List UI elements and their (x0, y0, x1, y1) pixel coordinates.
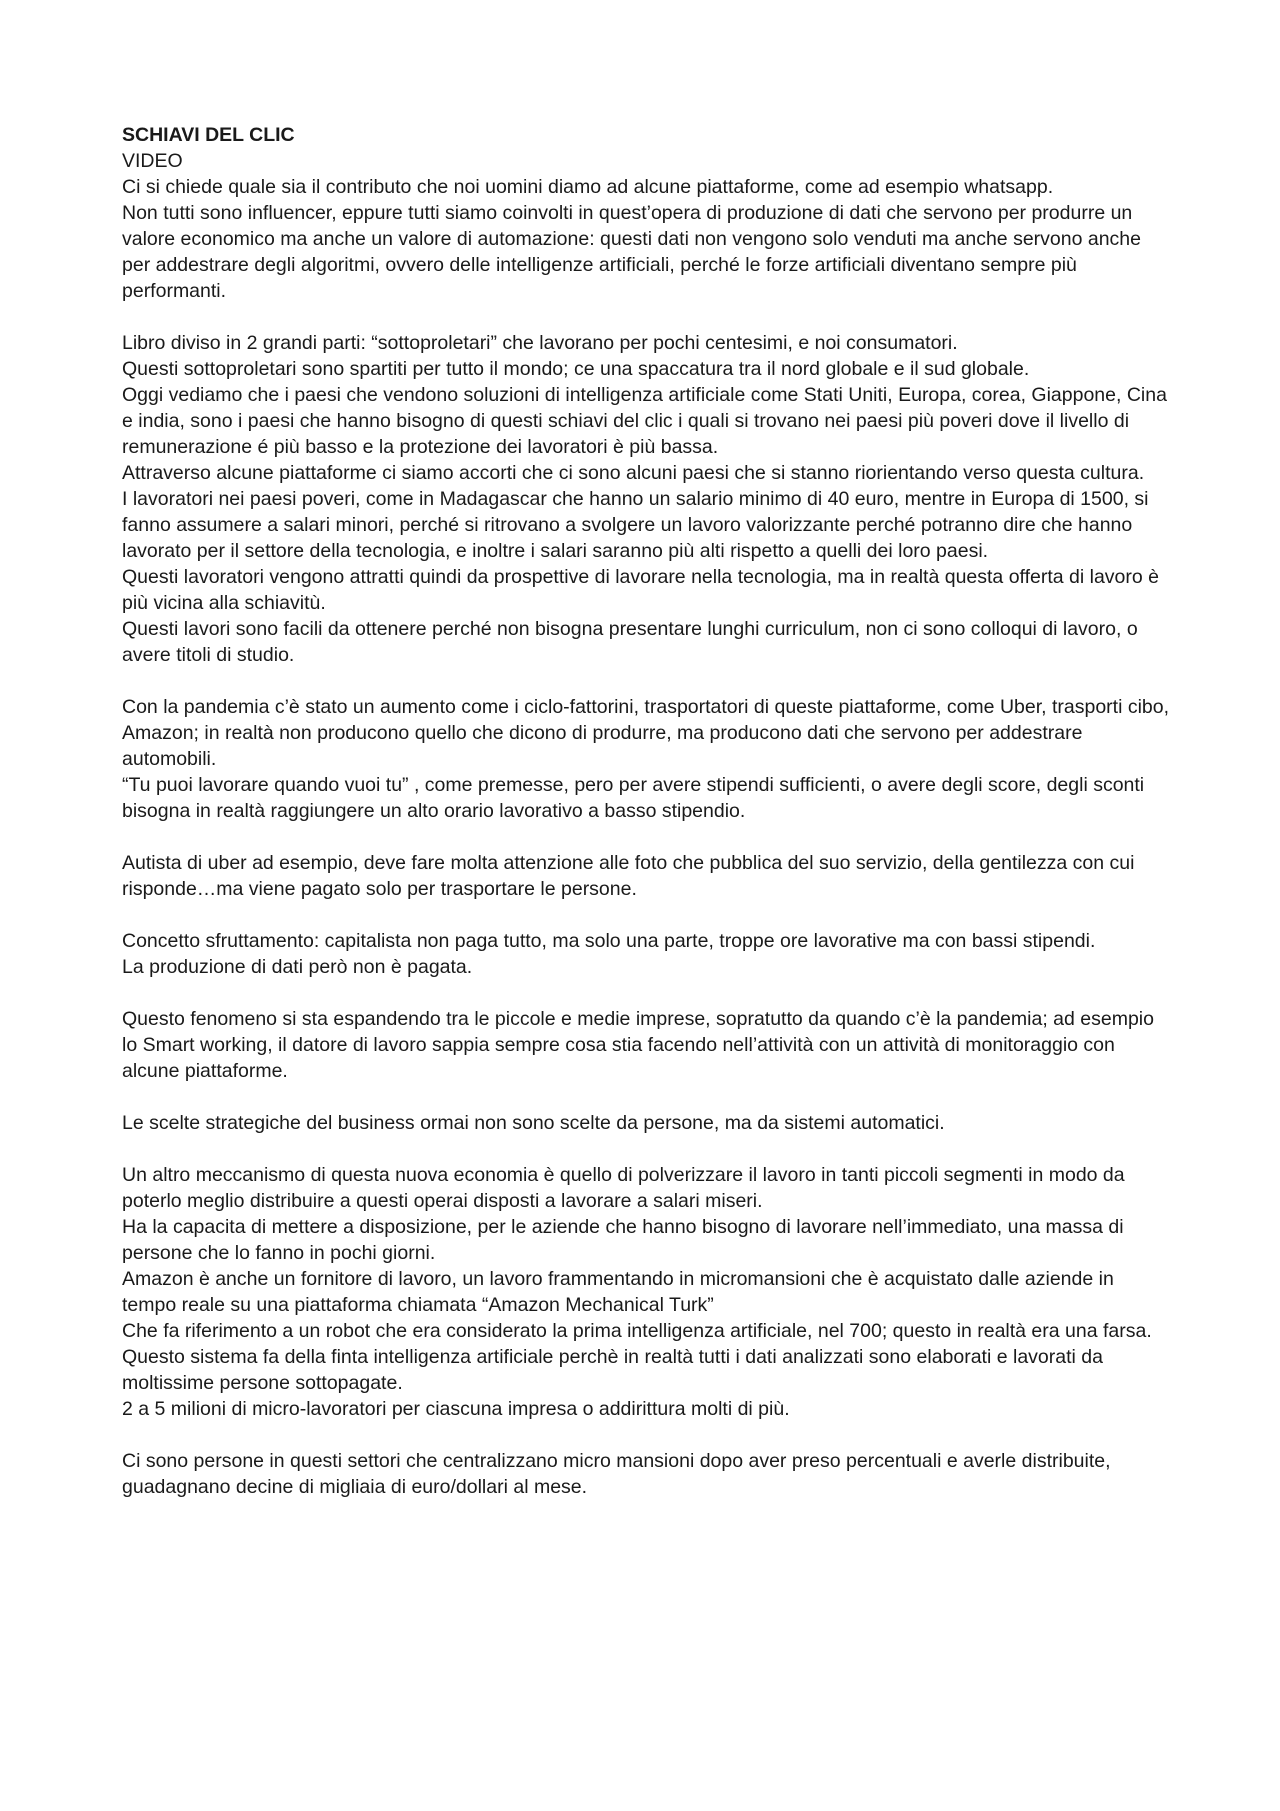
paragraph: 2 a 5 milioni di micro-lavoratori per ciascuna impresa o addirittura molti di più. (122, 1398, 790, 1420)
document-body (122, 174, 1172, 1500)
paragraph: Concetto sfruttamento: capitalista non paga tutto, ma solo una parte, troppe ore lavorative ma con bassi stipendi. (122, 930, 1096, 952)
text-block (122, 1448, 1172, 1500)
text-block (122, 1006, 1172, 1084)
paragraph: Questi lavori sono facili da ottenere perché non bisogna presentare lunghi curriculum, non ci sono colloqui di lavoro, o avere titoli di studio. (122, 618, 1138, 666)
paragraph: “Tu puoi lavorare quando vuoi tu” , come premesse, pero per avere stipendi sufficienti, o avere degli score, degli sconti bisogna in realtà raggiungere un alto orario lavorativo a basso stipendio. (122, 774, 1145, 822)
paragraph: I lavoratori nei paesi poveri, come in Madagascar che hanno un salario minimo di 40 euro, mentre in Europa di 1500, si fanno assumere a salari minori, perché si ritrovano a svolgere un lavoro valorizzante perché potranno dire che hanno lavorato per il settore della tecnologia, e inoltre i salari saranno più alti rispetto a quelli dei loro paesi. (122, 488, 1149, 562)
paragraph: Non tutti sono influencer, eppure tutti siamo coinvolti in quest’opera di produzione di dati che servono per produrre un valore economico ma anche un valore di automazione: questi dati non vengono solo venduti ma anche servono anche per addestrare degli algoritmi, ovvero delle intelligenze artificiali, perché le forze artificiali diventano sempre più performanti. (122, 202, 1141, 302)
document-title: SCHIAVI DEL CLIC (122, 124, 295, 146)
paragraph: La produzione di dati però non è pagata. (122, 956, 473, 978)
paragraph: Ha la capacita di mettere a disposizione, per le aziende che hanno bisogno di lavorare nell’immediato, una massa di persone che lo fanno in pochi giorni. (122, 1216, 1124, 1264)
paragraph: Amazon è anche un fornitore di lavoro, un lavoro frammentando in micromansioni che è acquistato dalle aziende in tempo reale su una piattaforma chiamata “Amazon Mechanical Turk” (122, 1268, 1114, 1316)
document-page (122, 122, 1172, 1526)
paragraph: Attraverso alcune piattaforme ci siamo accorti che ci sono alcuni paesi che si stanno riorientando verso questa cultura. (122, 462, 1145, 484)
paragraph: Questo sistema fa della finta intelligenza artificiale perchè in realtà tutti i dati analizzati sono elaborati e lavorati da moltissime persone sottopagate. (122, 1346, 1103, 1394)
document-subtitle: VIDEO (122, 150, 183, 172)
paragraph: Autista di uber ad esempio, deve fare molta attenzione alle foto che pubblica del suo servizio, della gentilezza con cui risponde…ma viene pagato solo per trasportare le persone. (122, 852, 1135, 900)
paragraph: Questi sottoproletari sono spartiti per tutto il mondo; ce una spaccatura tra il nord globale e il sud globale. (122, 358, 1030, 380)
text-block (122, 1162, 1172, 1422)
paragraph: Ci sono persone in questi settori che centralizzano micro mansioni dopo aver preso percentuali e averle distribuite, guadagnano decine di migliaia di euro/dollari al mese. (122, 1450, 1111, 1498)
paragraph: Le scelte strategiche del business ormai non sono scelte da persone, ma da sistemi automatici. (122, 1112, 945, 1134)
text-block (122, 694, 1172, 824)
text-block (122, 850, 1172, 902)
text-block (122, 330, 1172, 668)
paragraph: Che fa riferimento a un robot che era considerato la prima intelligenza artificiale, nel 700; questo in realtà era una farsa. (122, 1320, 1152, 1342)
paragraph: Ci si chiede quale sia il contributo che noi uomini diamo ad alcune piattaforme, come ad esempio whatsapp. (122, 176, 1054, 198)
paragraph: Con la pandemia c’è stato un aumento come i ciclo-fattorini, trasportatori di queste piattaforme, come Uber, trasporti cibo, Amazon; in realtà non producono quello che dicono di produrre, ma producono dati che servono per addestrare automobili. (122, 696, 1170, 770)
text-block (122, 174, 1172, 304)
paragraph: Oggi vediamo che i paesi che vendono soluzioni di intelligenza artificiale come Stati Uniti, Europa, corea, Giappone, Cina e india, sono i paesi che hanno bisogno di questi schiavi del clic i quali si trovano nei paesi più poveri dove il livello di remunerazione é più basso e la protezione dei lavoratori è più bassa. (122, 384, 1167, 458)
paragraph: Un altro meccanismo di questa nuova economia è quello di polverizzare il lavoro in tanti piccoli segmenti in modo da poterlo meglio distribuire a questi operai disposti a lavorare a salari miseri. (122, 1164, 1125, 1212)
paragraph: Libro diviso in 2 grandi parti: “sottoproletari” che lavorano per pochi centesimi, e noi consumatori. (122, 332, 958, 354)
text-block (122, 928, 1172, 980)
paragraph: Questi lavoratori vengono attratti quindi da prospettive di lavorare nella tecnologia, ma in realtà questa offerta di lavoro è più vicina alla schiavitù. (122, 566, 1160, 614)
text-block (122, 1110, 1172, 1136)
paragraph: Questo fenomeno si sta espandendo tra le piccole e medie imprese, sopratutto da quando c’è la pandemia; ad esempio lo Smart working, il datore di lavoro sappia sempre cosa stia facendo nell’attività con un attività di monitoraggio con alcune piattaforme. (122, 1008, 1154, 1082)
